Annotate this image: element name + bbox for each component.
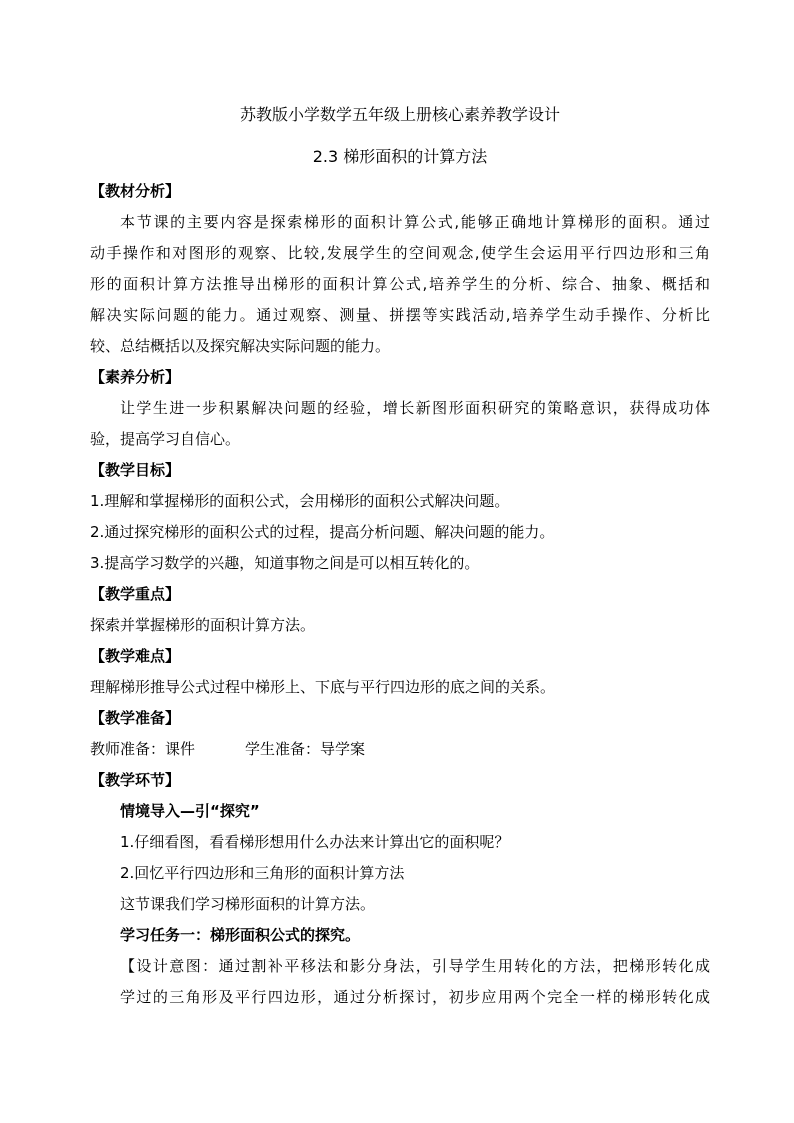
paragraph-line: 验，提高学习自信心。	[90, 430, 241, 448]
intro-title: 情境导入—引“探究”	[120, 802, 260, 820]
section-heading-literacy: 【素养分析】	[90, 368, 181, 386]
difficulty-text: 理解梯形推导公式过程中梯形上、下底与平行四边形的底之间的关系。	[90, 678, 556, 696]
goal-item: 3.提高学习数学的兴趣，知道事物之间是可以相互转化的。	[90, 554, 480, 572]
document-title: 苏教版小学数学五年级上册核心素养教学设计	[239, 105, 560, 124]
paragraph-line: 让学生进一步积累解决问题的经验，增长新图形面积研究的策略意识，获得成功体	[120, 399, 710, 417]
document-page	[90, 98, 710, 1013]
section-heading-prep: 【教学准备】	[90, 709, 181, 727]
section-heading-difficulty: 【教学难点】	[90, 647, 181, 665]
design-intent-line: 学过的三角形及平行四边形，通过分析探讨，初步应用两个完全一样的梯形转化成	[120, 988, 710, 1006]
paragraph-line: 形的面积计算方法推导出梯形的面积计算公式,培养学生的分析、综合、抽象、概括和	[90, 275, 710, 293]
goal-item: 2.通过探究梯形的面积公式的过程，提高分析问题、解决问题的能力。	[90, 523, 555, 541]
document-subtitle: 2.3 梯形面积的计算方法	[312, 147, 488, 166]
teacher-prep: 教师准备：课件	[90, 740, 196, 758]
goal-item: 1.理解和掌握梯形的面积公式，会用梯形的面积公式解决问题。	[90, 492, 510, 510]
section-heading-key: 【教学重点】	[90, 585, 181, 603]
intro-item: 2.回忆平行四边形和三角形的面积计算方法	[120, 864, 405, 882]
section-heading-process: 【教学环节】	[90, 771, 181, 789]
intro-text: 这节课我们学习梯形面积的计算方法。	[120, 895, 376, 913]
paragraph-line: 本节课的主要内容是探索梯形的面积计算公式,能够正确地计算梯形的面积。通过	[120, 213, 710, 231]
prep-line	[90, 734, 710, 765]
student-prep: 学生准备：导学案	[245, 740, 366, 758]
paragraph-line: 解决实际问题的能力。通过观察、测量、拼摆等实践活动,培养学生动手操作、分析比	[90, 306, 710, 324]
task1-title: 学习任务一：梯形面积公式的探究。	[120, 926, 361, 944]
section-heading-textbook: 【教材分析】	[90, 182, 181, 200]
intro-item: 1.仔细看图，看看梯形想用什么办法来计算出它的面积呢？	[120, 833, 510, 851]
key-point-text: 探索并掌握梯形的面积计算方法。	[90, 616, 316, 634]
paragraph-line: 动手操作和对图形的观察、比较,发展学生的空间观念,使学生会运用平行四边形和三角	[90, 244, 710, 262]
design-intent-line: 【设计意图：通过割补平移法和影分身法，引导学生用转化的方法，把梯形转化成	[120, 957, 710, 975]
paragraph-line: 较、总结概括以及探究解决实际问题的能力。	[90, 337, 391, 355]
section-heading-goals: 【教学目标】	[90, 461, 181, 479]
